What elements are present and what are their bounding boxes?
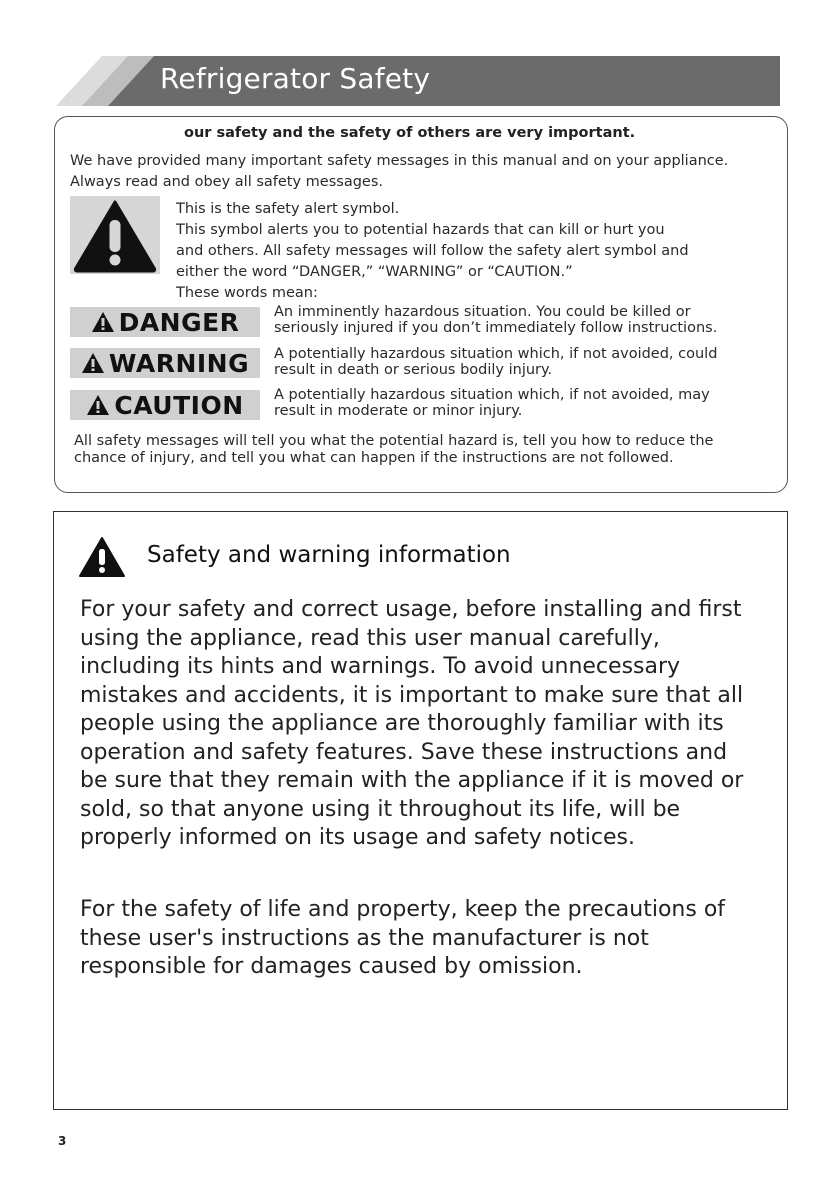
warning-triangle-icon [81,352,105,374]
signal-word-warning: WARNING [108,348,250,378]
warning-triangle-icon [91,311,115,333]
caution-signal-label [70,390,260,420]
info-paragraph: For your safety and correct usage, before installing and first using the appliance, read this user manual carefully, including its hints and warnings. To avoid unnecessary mistakes and accidents, it is important to make sure that all people using the appliance are thoroughly familiar with its operation and safety features. Save these instructions and be sure that they remain with the appliance if it is moved or sold, so that anyone using it throughout its life, will be properly informed on its usage and safety notices. [80,597,744,850]
safety-alert-symbol [70,196,160,274]
symbol-line: This symbol alerts you to potential hazards that can kill or hurt you [176,222,665,238]
signal-word-caution: CAUTION [114,390,244,420]
signal-word-danger: DANGER [118,307,240,337]
safety-intro-heading: our safety and the safety of others are very important. [184,125,636,141]
info-box-title: Safety and warning information [147,542,511,568]
warning-signal-label [70,348,260,378]
danger-signal-label [70,307,260,337]
page-number: 3 [58,1134,67,1148]
info-paragraph: For the safety of life and property, keep the precautions of these user's instructions as the manufacturer is not responsible for damages caused by omission. [80,897,726,979]
page-title: Refrigerator Safety [160,62,431,95]
warning-triangle-icon [78,536,126,578]
symbol-line: This is the safety alert symbol. [176,201,400,217]
warning-description: A potentially hazardous situation which, if not avoided, could result in death or serious bodily injury. [274,346,718,378]
symbol-line: either the word “DANGER,” “WARNING” or “CAUTION.” [176,264,573,280]
safety-symbol-explanation [176,199,746,304]
symbol-line: These words mean: [176,285,318,301]
symbol-line: and others. All safety messages will follow the safety alert symbol and [176,243,689,259]
warning-triangle-icon [86,394,110,416]
safety-outro-text: All safety messages will tell you what the potential hazard is, tell you how to reduce the chance of injury, and tell you what can happen if the instructions are not followed. [74,433,714,466]
safety-intro-text: We have provided many important safety messages in this manual and on your appliance. Always read and obey all safety messages. [70,153,729,190]
section-header-banner [56,56,780,106]
warning-triangle-icon [70,196,160,274]
caution-description: A potentially hazardous situation which, if not avoided, may result in moderate or minor injury. [274,387,710,419]
danger-description: An imminently hazardous situation. You could be killed or seriously injured if you don’t immediately follow instructions. [274,304,718,336]
